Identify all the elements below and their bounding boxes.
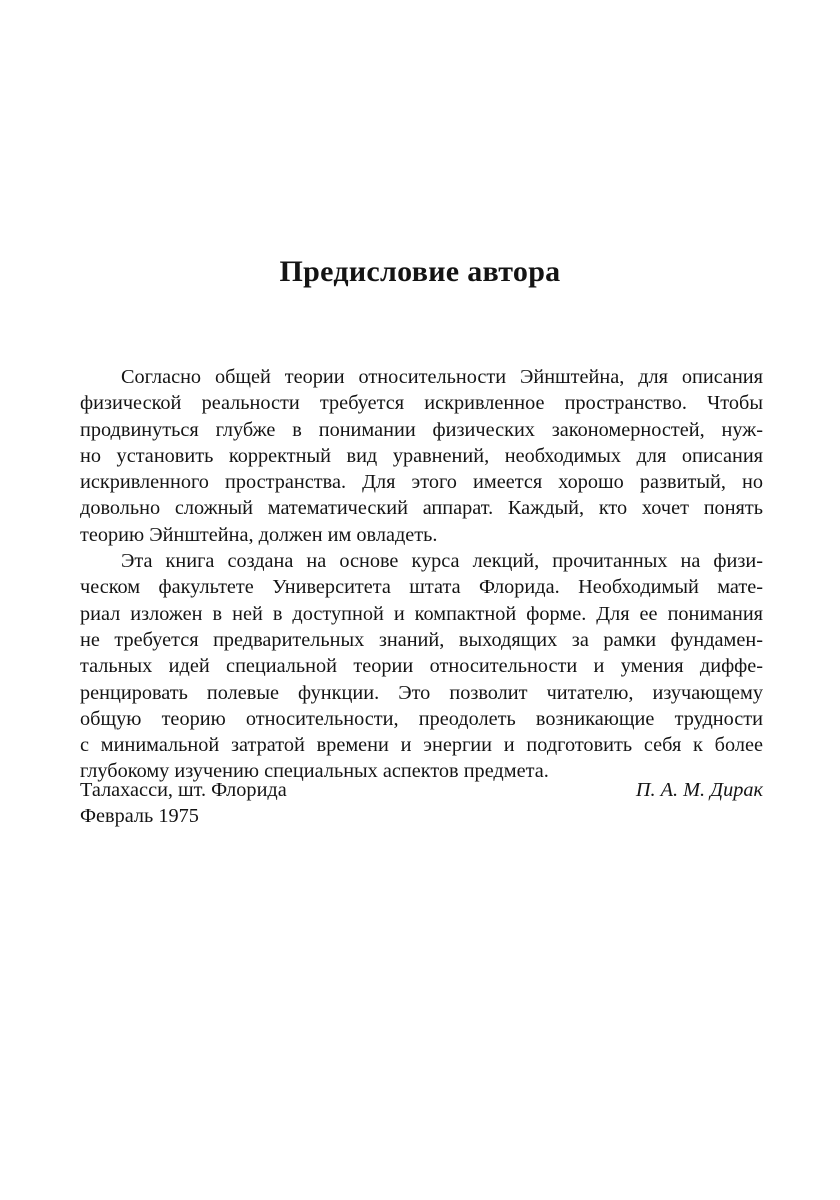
text-line: довольно сложный математический аппарат. Каждый, кто хочет понять [80, 497, 763, 520]
text-line: с минимальной затратой времени и энергии и подготовить себя к более [80, 734, 763, 757]
text-line: ренцировать полевые функции. Это позволит читателю, изучающему [80, 681, 763, 704]
text-line: продвинуться глубже в понимании физических закономерностей, нуж- [80, 418, 763, 441]
text-line: глубокому изучению специальных аспектов предмета. [80, 760, 549, 783]
text-line: общую теорию относительности, преодолеть возникающие трудности [80, 707, 763, 730]
page-title: Предисловие автора [279, 255, 561, 288]
text-line: Согласно общей теории относительности Эйнштейна, для описания [121, 366, 763, 388]
text-line: но установить корректный вид уравнений, необходимых для описания [80, 444, 763, 467]
text-line: риал изложен в ней в доступной и компактной форме. Для ее понимания [80, 602, 763, 625]
signature-block [80, 777, 763, 830]
text-line: теорию Эйнштейна, должен им овладеть. [80, 523, 438, 546]
text-line: Эта книга создана на основе курса лекций, прочитанных на физи- [121, 550, 763, 573]
signature-date: Февраль 1975 [80, 805, 199, 828]
paragraph [80, 364, 763, 548]
preface-body [80, 364, 763, 785]
signature-row [80, 803, 763, 829]
text-line: тальных идей специальной теории относительности и умения диффе- [80, 655, 763, 678]
text-line: ческом факультете Университета штата Флорида. Необходимый мате- [80, 576, 763, 599]
text-line: физической реальности требуется искривленное пространство. Чтобы [80, 392, 763, 415]
paragraph [80, 548, 763, 785]
text-line: искривленного пространства. Для этого имеется хорошо развитый, но [80, 471, 763, 494]
text-line: не требуется предварительных знаний, выходящих за рамки фундамен- [80, 628, 763, 651]
signature-place: Талахасси, шт. Флорида [80, 779, 287, 801]
signature-author: П. А. М. Дирак [635, 779, 763, 801]
signature-row [80, 777, 763, 803]
